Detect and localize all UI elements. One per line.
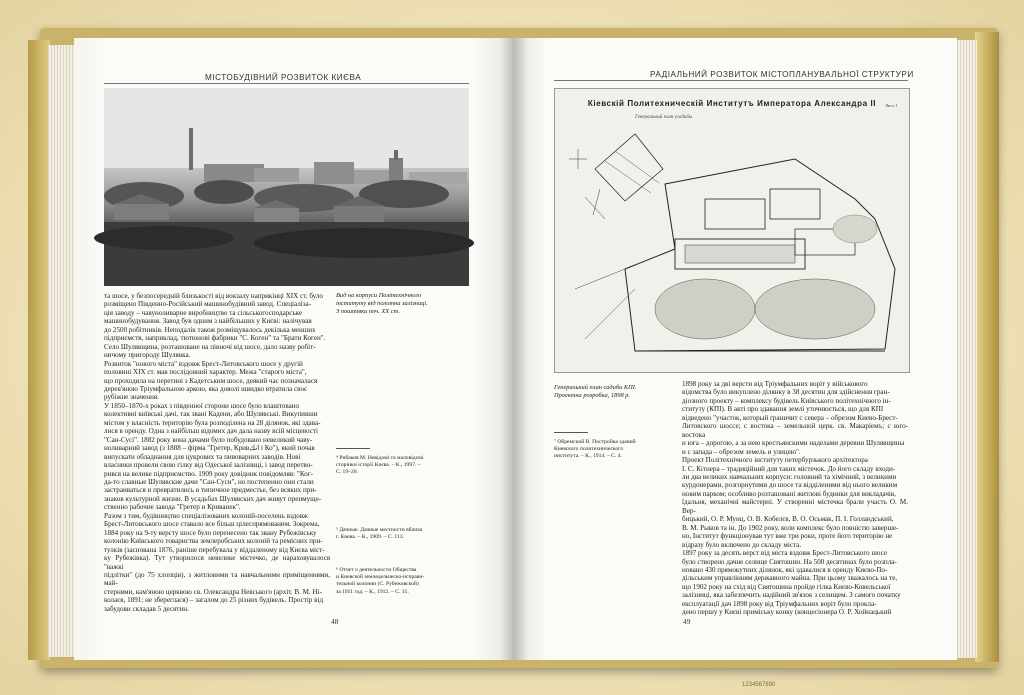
left-running-header: МІСТОБУДІВНИЙ РОЗВИТОК КИЄВА [205, 73, 362, 82]
plan-lines [555, 89, 909, 372]
right-header-rule [554, 80, 908, 81]
footnote-4: ⁴ Рибаков М. Невідомі та маловідомі сторінки історії Києва. – К., 1997. – С. 19–20. [336, 455, 424, 476]
footnote-6: ⁶ Отчет о деятельности Общества и Киевской земледельческо-исправи- тельной колонии (С. Рубежовской) за 1911 год. – К., 1912. – С. 15. [336, 567, 425, 595]
plan-sheet-number: Лист 1 [885, 103, 898, 108]
footnote-5: ⁵ Дачные. Дачные местности вблизи г. Киева. – К., 1909. – С. 113. [336, 527, 423, 541]
photo-drawing [104, 88, 469, 286]
cover-edge-left [28, 40, 50, 660]
book-gutter [500, 38, 528, 660]
left-header-rule [104, 83, 469, 84]
photo-caption: Вид на корпуси Політехнічного інституту від полотна залізниці. З поштівки поч. XX ст. [336, 292, 428, 316]
plan-title: Кiевскiй Политехническiй Институтъ Императора Александра II [587, 99, 877, 108]
plan-subtitle: Генеральный план усадьбы [635, 115, 693, 120]
shelf-label: 1234567890 [742, 682, 776, 688]
right-running-header: РАДІАЛЬНИЙ РОЗВИТОК МІСТОПЛАНУВАЛЬНОЇ СТРУКТУРИ [650, 70, 914, 79]
footnote-7: ⁷ Обремский В. Постройка зданий Киевского политехнического института. – К., 1914. – С. 4. [554, 439, 636, 460]
cover-edge-right [975, 32, 999, 662]
left-body-text: та шосе, у безпосередній близькості від вокзалу наприкінці XIX ст. було розміщено Південно-Російський машинобудівний завод. Спеціалiза- ція заводу – чавуноливарне виробництво та сільськогосподарське машинобудування. Завод був одним з найбільших у Києві: налічував до 2500 робітників. Неподалік також розміщувалось декілька менших підприємств, наприклад, тютюнові фабрики "С. Коген" та "Брати Коген". Село Шулявщина, розташоване на півночі від шосе, дало назву робіт- ничому пригороду Шулявка. Розвиток "нового міста" вздовж Брест-Литовського шосе у другій половині XIX ст. мав послідовний характер. Межа "старого міста", що проходила на перетині з Кадетським шосе, деякий час позначалася дерев'яною Тріумфальною аркою, яка доволі швидко втратила своє рубіжне значення. У 1850–1870-х роках з південної сторони шосе було влаштовано колективні київські дачі, так звані Кадени, або Шулявські. Викупивши містом у власність територію була розподілена на 28 ділянок, які здава- лися в оренду. Одна з найбільш відомих дач дала назву всій місцевості "Сан-Сусі". 1882 року вона дачами було побудовано невеликий чаву- ноливарний завод (з 1888 – фірма "Гретер, Кривانك і Ко"), який почав випускати обладнання для цукрових та пивоварних заводів. Нові власники провели свою гілку від Одеської залізниці, і завод перетво- рився на велике підприємство. 1909 року довідник повідомляв: "Ког- да-то славные Шулявские дачи "Сан-Суси", но постепенно они стали застраиваться и превратились в типичное предместье, без всяких при- знаков культурной жизни. В усадьбах Шулявских дач живут преимуще- ственно рабочие завода "Гретер и Криванек". Разом з тим, будівництво спеціалізованих колоній-поселень вздовж Брест-Литовського шосе ставало все більш цілеспрямованим. Зокрема, 1884 року на 9-ту версту шосе було перенесено так звану Рубежівську колонію Київського товариства землеробських колоній та ремісних при- тулків (заснована 1876, раніше перебувала у віддаленому від Києва міст- ку Рубежівка). Тут утворилося невелике містечко, де нараховувалося "важкі підлітки" (до 75 хлопців), з житловими та навчальними приміщеннями, май- стернями, кам'яною церквою св. Олександра Невського (архіт. В. М. Ні- колаєв, 1891; не збереглася) – загалом до 25 різних будівель. Простір від забудови складав 5 десятин. [104, 292, 330, 613]
page-stack-left [48, 45, 76, 657]
plan-caption: Генеральний план садиби КПІ. Проектна розробка, 1898 р. [554, 384, 637, 400]
right-body-text: 1898 року за дві версти від Тріумфальних воріт у військового відомства було викуплено ділянку в 38 десятин для здійснення гран- діозного проекту – комплексу будівель Київського політехнічного ін- ституту (КПІ). В акті про здавання землі уточнюється, що для КПІ відведено "участок, который граничит с севера – обрезом Киево-Брест- Литовского шоссе; с востока – земельной церк. св. Макарiемъ; с юго-востока и юга – дорогою, а за нею крестьянскими наделами деревни Шулявщины и с запада – обрезом земель и улицею". Проект Політехнічного інституту петербурзького архітектора І. С. Кітнера – традиційний для таких містечок. До його складу входи- ли два великих навчальних корпуси: головний та хімічний, з великими курдонерами, розгорнутими до шосе та відділеними від нього великим новим парком; особливо розташовані житлові будинки для викладачів, їдальня, механічні майстерні. У створенні містечка брали участь О. М. Вер- бицький, О. Р. Мунц, О. В. Кобелєв, В. О. Осьмак, П. І. Голландський, В. М. Рыков та ін. До 1902 року, коли комплекс було повністю заверше- но, Інститут функціонував тут вже три роки, проте його територію не відразу було включено до складу міста. 1897 року за десять верст від міста вздовж Брест-Литовського шосе було створено дачне селище Святошин. На 500 десятинах було розпла- новано 430 прямокутних ділянок, які здавалися в оренду Києво-По- дільським управлінням державного майна. При цьому зважалось на те, що 1902 року на схід від Святошина пройде гілка Києво-Ковельської залізниці, яка забезпечить надійний зв'язок з селищем. З самого початку експлуатації дач 1898 року від Тріумфальних воріт було прокла- дено першу у Києві приміську конку (концесіонера О. Р. Хойнацький [682, 380, 908, 617]
left-page-number: 48 [331, 617, 339, 626]
historic-photo-polytechnic [104, 88, 469, 286]
right-page-number: 49 [683, 617, 691, 626]
page-stack-right [955, 40, 977, 658]
general-plan-drawing [554, 88, 910, 373]
footnote-rule [336, 448, 370, 449]
right-footnote-rule [554, 432, 588, 433]
